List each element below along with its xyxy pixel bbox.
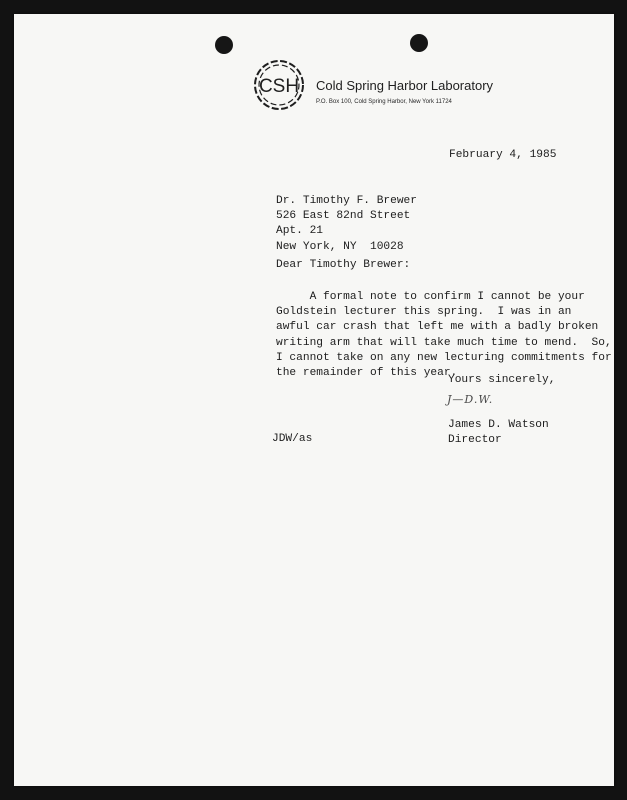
body-line: the remainder of this year. — [276, 367, 458, 380]
lab-address: P.O. Box 100, Cold Spring Harbor, New York 11724 — [316, 99, 452, 105]
lab-name: Cold Spring Harbor Laboratory — [316, 78, 494, 93]
signer-name: James D. Watson — [448, 419, 549, 431]
logo-monogram: CSH — [258, 76, 300, 97]
typist-initials: JDW/as — [272, 433, 313, 445]
letter-body — [276, 290, 612, 381]
recipient-name: Dr. Timothy F. Brewer — [276, 195, 417, 207]
handwritten-signature — [447, 393, 507, 413]
signature-mark: J—D.W. — [447, 393, 494, 406]
letterhead — [250, 56, 550, 116]
letter-page — [14, 14, 614, 786]
signer-title: Director — [448, 434, 502, 447]
body-line: writing arm that will take much time to mend. So, — [276, 336, 612, 349]
body-line: awful car crash that left me with a badly broken — [276, 321, 599, 334]
recipient-address — [276, 194, 417, 255]
salutation: Dear Timothy Brewer: — [276, 259, 411, 271]
recipient-street: 526 East 82nd Street — [276, 210, 411, 223]
punch-hole-right — [410, 34, 428, 52]
body-line: I cannot take on any new lecturing commitments for — [276, 351, 612, 364]
body-line: Goldstein lecturer this spring. I was in an — [276, 306, 572, 319]
body-line: A formal note to confirm I cannot be your — [276, 291, 585, 303]
recipient-city: New York, NY 10028 — [276, 240, 404, 253]
punch-hole-left — [215, 36, 233, 54]
closing: Yours sincerely, — [448, 374, 556, 386]
letter-date: February 4, 1985 — [449, 149, 557, 161]
signer-block — [448, 418, 549, 448]
recipient-apartment: Apt. 21 — [276, 225, 323, 238]
csh-logo — [250, 56, 308, 114]
